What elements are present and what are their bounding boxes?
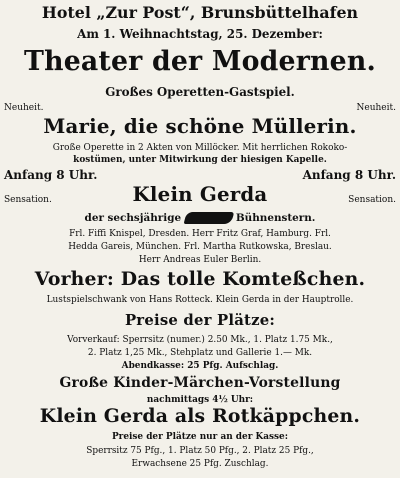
start-right: Anfang 8 Uhr. bbox=[302, 168, 396, 182]
venue-line: Hotel „Zur Post“, Brunsbüttelhafen bbox=[41, 3, 359, 22]
date-line: Am 1. Weihnachtstag, 25. Dezember: bbox=[77, 27, 323, 41]
comedy-prefix: Vorher: bbox=[34, 268, 114, 290]
comedy-heading bbox=[2, 270, 398, 289]
operetta-desc-2: kostümen, unter Mitwirkung der hiesigen Kapelle. bbox=[73, 155, 327, 165]
operetta-desc-1: Große Operette in 2 Akten von Millöcker. Mit herrlichen Rokoko- bbox=[52, 143, 348, 153]
cast-line-3: Herr Andreas Euler Berlin. bbox=[138, 255, 262, 265]
operetta-title: Marie, die schöne Müllerin. bbox=[43, 114, 357, 138]
tag-left: Neuheit. bbox=[4, 103, 44, 113]
theater-subtitle: Großes Operetten-Gastspiel. bbox=[105, 85, 295, 99]
star-subtitle-a: der sechsjährige bbox=[84, 212, 182, 224]
star-subtitle bbox=[2, 212, 398, 224]
star-subtitle-b: Bühnenstern. bbox=[235, 212, 316, 224]
cast-line-2: Hedda Gareis, München. Frl. Martha Rutkowska, Breslau. bbox=[68, 242, 332, 252]
operetta-start bbox=[0, 169, 400, 181]
theater-title: Theater der Modernen. bbox=[23, 46, 377, 77]
comedy-desc: Lustspielschwank von Hans Rotteck. Klein Gerda in der Hauptrolle. bbox=[46, 295, 354, 305]
children-prices-heading: Preise der Plätze nur an der Kasse: bbox=[111, 432, 289, 442]
tag-right: Sensation. bbox=[348, 195, 396, 205]
children-title: Klein Gerda als Rotkäppchen. bbox=[39, 405, 361, 427]
start-left: Anfang 8 Uhr. bbox=[4, 168, 98, 182]
children-time: nachmittags 4½ Uhr: bbox=[146, 395, 254, 405]
star-name: Klein Gerda bbox=[132, 182, 268, 206]
prices-heading: Preise der Plätze: bbox=[124, 311, 276, 329]
prices-line-2: 2. Platz 1,25 Mk., Stehplatz und Gallerie 1.— Mk. bbox=[87, 348, 313, 358]
tag-right: Neuheit. bbox=[356, 103, 396, 113]
children-heading: Große Kinder-Märchen-Vorstellung bbox=[59, 375, 341, 391]
children-prices-1: Sperrsitz 75 Pfg., 1. Platz 50 Pfg., 2. Platz 25 Pfg., bbox=[86, 446, 314, 456]
prices-line-1: Vorverkauf: Sperrsitz (numer.) 2.50 Mk., 1. Platz 1.75 Mk., bbox=[67, 335, 333, 345]
ink-blot bbox=[183, 212, 234, 224]
comedy-title: Das tolle Komteßchen. bbox=[120, 268, 366, 290]
prices-line-3: Abendkasse: 25 Pfg. Aufschlag. bbox=[121, 361, 279, 371]
children-prices-2: Erwachsene 25 Pfg. Zuschlag. bbox=[131, 459, 269, 469]
tag-left: Sensation. bbox=[4, 195, 52, 205]
cast-line-1: Frl. Fiffi Knispel, Dresden. Herr Fritz Graf, Hamburg. Frl. bbox=[69, 229, 331, 239]
operetta-tags bbox=[0, 104, 400, 113]
